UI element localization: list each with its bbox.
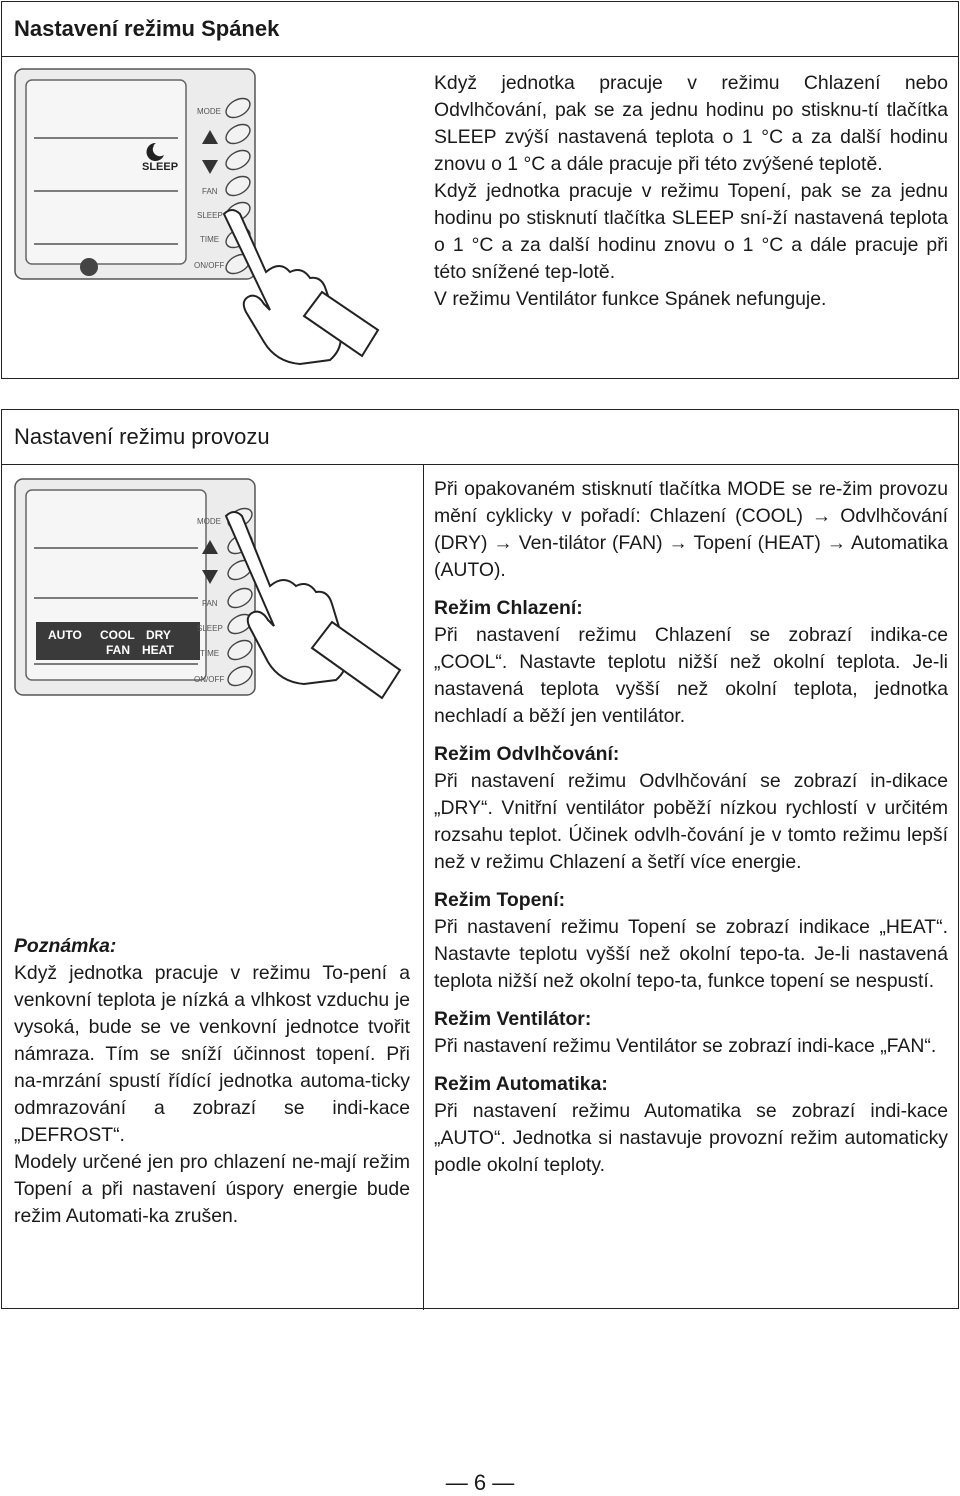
display-heat-label: HEAT [142,643,174,657]
sleep-section-title: Nastavení režimu Spánek [2,2,958,57]
sleep-paragraph: Když jednotka pracuje v režimu Chlazení nebo Odvlhčování, pak se za jednu hodinu po stisknu-tí tlačítka SLEEP zvýší nastavená teplota o 1 °C a za další hodinu znovu o 1 °C a dále pracuje při této zvýšené teplotě. [434,72,948,175]
onoff-label: ON/OFF [194,675,225,684]
column-divider [423,465,424,1310]
mode-heading-fan: Režim Ventilátor: [434,1008,592,1030]
display-sleep-label: SLEEP [142,161,179,173]
sleep-section [1,1,959,379]
svg-text:+: + [149,142,155,152]
mode-text-fan: Při nastavení režimu Ventilátor se zobrazí indi-kace „FAN“. [434,1035,937,1057]
display-auto-label: AUTO [48,628,82,642]
note-title: Poznámka: [14,935,117,957]
note-paragraph: Když jednotka pracuje v režimu To-pení a venkovní teplota je nízká a vlhkost vzduchu je vysoká, bude se ve venkovní jednotce tvořit námraza. Tím se sníží účinnost topení. Při na-mrzání spustí řídící jednotka automa-ticky odmrazování a zobrazí se indi-kace „DEFROST“. [14,962,410,1146]
sleep-paragraph: V režimu Ventilátor funkce Spánek nefunguje. [434,288,827,310]
remote-sleep-illustration [12,66,382,366]
mode-text-cool: Při nastavení režimu Chlazení se zobrazí indika-ce „COOL“. Nastavte teplotu nižší než okolní teplota. Je-li nastavená teplota vyšší než okolní teplota, jednotka nechladí a běží jen ventilátor. [434,624,948,727]
fan-label: FAN [202,599,218,608]
time-label: TIME [200,235,220,244]
page-number: — 6 — [445,1470,515,1495]
sleep-paragraph: Když jednotka pracuje v režimu Topení, pak se za jednu hodinu po stisknutí tlačítka SLEEP sní-ží nastavená teplota o 1 °C a za další hodinu znovu o 1 °C a dále pracuje při této snížené tep-lotě. [434,180,948,283]
mode-section-title: Nastavení režimu provozu [2,410,958,465]
note-block [14,933,410,1230]
mode-heading-heat: Režim Topení: [434,889,566,911]
display-dry-label: DRY [146,628,171,642]
pointing-hand-icon [224,210,378,364]
onoff-label: ON/OFF [194,261,225,270]
mode-intro: Při opakovaném stisknutí tlačítka MODE se re-žim provozu mění cyklicky v pořadí: Chlazení (COOL) → Odvlhčování (DRY) → Ven-tilátor (FAN) → Topení (HEAT) → Automatika (AUTO). [434,478,948,581]
mode-text-heat: Při nastavení režimu Topení se zobrazí indikace „HEAT“. Nastavte teplotu vyšší než okolní tepo-ta. Je-li nastavená teplota nižší než okolní tepo-ta, funkce topení se nespustí. [434,916,948,992]
mode-label: MODE [197,107,221,116]
fan-label: FAN [202,187,218,196]
mode-section [1,409,959,1309]
display-fan-label: FAN [106,643,130,657]
mode-label: MODE [197,517,221,526]
mode-heading-auto: Režim Automatika: [434,1073,608,1095]
sleep-text [434,70,948,313]
remote-mode-illustration [12,476,412,786]
mode-text [434,476,948,1179]
sleep-label: SLEEP [197,624,223,633]
sleep-label: SLEEP [197,211,223,220]
time-label: TIME [200,649,220,658]
mode-heading-cool: Režim Chlazení: [434,597,583,619]
mode-text-dry: Při nastavení režimu Odvlhčování se zobrazí in-dikace „DRY“. Vnitřní ventilátor poběží nízkou rychlostí v určitém rozsahu teplot. Účinek odvlh-čování je v tomto režimu lepší než v režimu Chlazení a šetří více energie. [434,770,948,873]
display-cool-label: COOL [100,628,135,642]
mode-heading-dry: Režim Odvlhčování: [434,743,620,765]
mode-text-auto: Při nastavení režimu Automatika se zobrazí indi-kace „AUTO“. Jednotka si nastavuje provozní režim automaticky podle okolní teploty. [434,1100,948,1176]
note-paragraph: Modely určené jen pro chlazení ne-mají režim Topení a při nastavení úspory energie bude režim Automati-ka zrušen. [14,1151,410,1227]
